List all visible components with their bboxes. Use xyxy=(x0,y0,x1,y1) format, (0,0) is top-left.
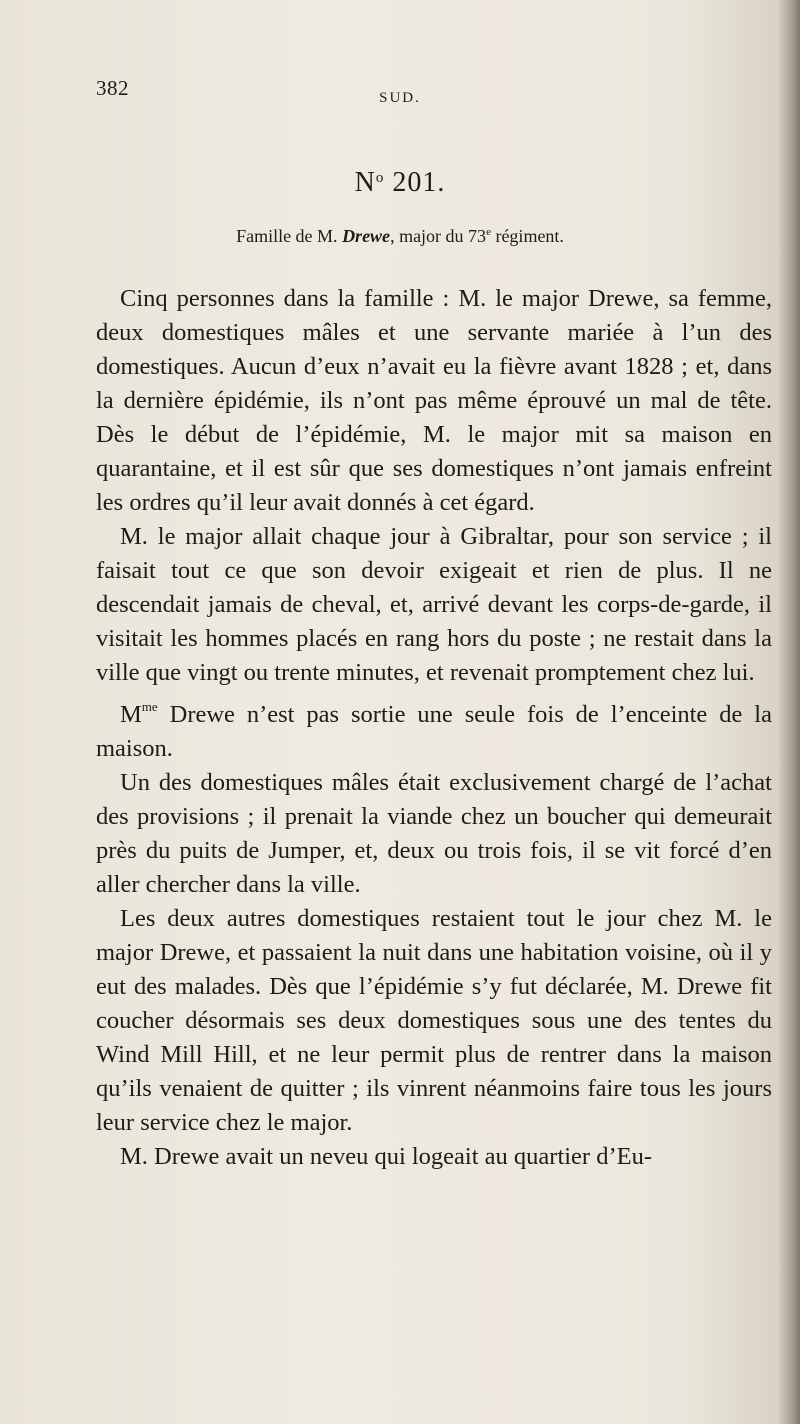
entry-number-value: 201. xyxy=(384,167,446,198)
entry-number-prefix: N xyxy=(354,167,376,198)
paragraph-6: M. Drewe avait un neveu qui logeait au quartier d’Eu- xyxy=(120,1143,653,1170)
paragraph-4: Un des domestiques mâles était exclusivement chargé de l’achat des provisions ; il prenait la viande chez un boucher qui demeurait près du puits de Jumper, et, deux ou trois fois, il se vit forcé d’en aller chercher dans la ville. xyxy=(96,769,772,898)
paragraph-5: Les deux autres domestiques restaient tout le jour chez M. le major Drewe, et passaient la nuit dans une habitation voisine, où il y eut des malades. Dès que l’épidémie s’y fut déclarée, M. Drewe fit coucher désormais ses deux domestiques sous une des tentes du Wind Mill Hill, et ne leur permit plus de rentrer dans la maison qu’ils venaient de quitter ; ils vinrent néanmoins faire tous les jours leur service chez le major. xyxy=(96,905,772,1136)
paragraph-3-prefix: M xyxy=(120,701,142,728)
subtitle-middle: , major du 73 xyxy=(390,226,487,246)
page-edge-shadow xyxy=(778,0,800,1424)
entry-subtitle xyxy=(0,226,800,247)
subtitle-before: Famille de M. xyxy=(236,226,343,246)
paragraph-3-rest: Drewe n’est pas sortie une seule fois de l’enceinte de la maison. xyxy=(96,701,772,762)
entry-number xyxy=(0,167,800,199)
subtitle-name: Drewe xyxy=(342,226,391,246)
paragraph-1: Cinq personnes dans la famille : M. le major Drewe, sa femme, deux domestiques mâles et une servante mariée à l’un des domestiques. Aucun d’eux n’avait eu la fièvre avant 1828 ; et, dans la dernière épidémie, ils n’ont pas même éprouvé un mal de tête. Dès le début de l’épidémie, M. le major mit sa maison en quarantaine, et il est sûr que ses domestiques n’ont jamais enfreint les ordres qu’il leur avait donnés à cet égard. xyxy=(96,285,772,516)
paragraph-2: M. le major allait chaque jour à Gibraltar, pour son service ; il faisait tout ce que son devoir exigeait et rien de plus. Il ne descendait jamais de cheval, et, arrivé devant les corps-de-garde, il visitait les hommes placés en rang hors du poste ; ne restait dans la ville que vingt ou trente minutes, et revenait promptement chez lui. xyxy=(96,523,772,686)
body-text xyxy=(96,282,772,1174)
running-head: SUD. xyxy=(379,90,421,106)
paragraph-3-sup: me xyxy=(141,699,158,714)
paragraph-3 xyxy=(96,690,772,766)
page-number: 382 xyxy=(96,76,129,100)
entry-number-sup: o xyxy=(375,170,385,186)
subtitle-sup: e xyxy=(486,226,491,238)
subtitle-after: régiment. xyxy=(490,226,564,246)
